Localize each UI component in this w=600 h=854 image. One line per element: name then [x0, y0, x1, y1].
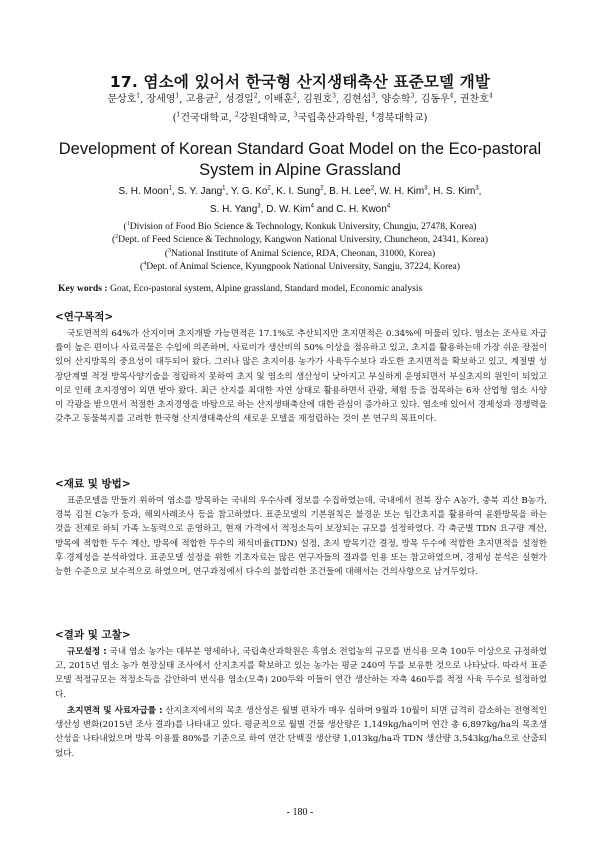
keywords-text: Goat, Eco-pastoral system, Alpine grassland, Standard model, Economic analysis [109, 283, 423, 294]
english-title [0, 139, 600, 181]
purpose-paragraph: 국토면적의 64%가 산지이며 초지개발 가능면적은 17.1%로 추산되지만 초지면적은 0.34%에 머물러 있다. 염소는 조사료 자급률이 높은 편이나 사료곡물은 수입에 의존하며, 사료비가 생산비의 50% 이상을 점유하고 있고, 초지를 활용하는데 가장 쉬운 장점이 있어 산지방목의 중요성이 대두되어 왔다. 그러나 많은 초지이용 농가가 사육두수보다 과도한 초지면적을 확보하고 있고, 계절별 성장단계별 적정 방목사양기술을 정립하지 못하여 초지 및 염소의 생산성이 낮아지고 부실하게 운영되면서 부실초지의 원인이 되었고 이로 인해 초지경영이 외면 받아 왔다. 최근 산지를 최대한 자연 상태로 활용하면서 관광, 체험 등을 접목하는 6차 산업형 염소 사양이 각광을 받으면서 적절한 초지경영을 바탕으로 하는 산지생태축산에 대한 관심이 증가하고 있다. 염소에 있어서 경제성과 경쟁력을 갖추고 동물복지를 고려한 한국형 산지생태축산의 새로운 모델을 재정립하는 것이 본 연구의 목표이다. [55, 329, 547, 425]
author-ko: 이배훈$^2$ [264, 92, 297, 105]
affiliation-line: ($^3$National Institute of Animal Science, RDA, Cheonan, 31000, Korea) [164, 247, 436, 259]
author-ko: 권찬호$^4$ [459, 92, 493, 105]
author-ko: 김현섭$^3$ [342, 92, 376, 105]
korean-affiliations: ($^1$건국대학교, $^2$강원대학교, $^3$국립축산과학원, $^4$경북대학교) [172, 111, 428, 124]
english-title-line: System in Alpine Grassland [199, 161, 401, 179]
author-ko: 문상호$^1$ [107, 92, 141, 105]
results-paragraph-scale: 규모설정 : 국내 염소 농가는 대부분 영세하나, 국립축산과학원은 흑염소 전업농의 규모를 번식용 모축 100두 이상으로 규정하였고, 2015년 염소 농가 현장실태 조사에서 산지초지를 확보하고 있는 농가는 평균 240여 두를 보유한 것으로 나타났다. 따라서 표준모델 적정규모는 적정소득을 감안하여 번식용 염소(모축) 200두와 이들이 연간 생산하는 자축 460두를 적정 사육 두수로 설정하였다. [55, 647, 547, 700]
english-title-line: Development of Korean Standard Goat Model on the Eco-pastoral [58, 140, 542, 158]
section-heading-purpose: <연구목적> [55, 311, 114, 323]
author-ko: 김원호$^3$ [303, 92, 336, 105]
english-author-list [0, 183, 600, 219]
korean-author-list: 문상호$^1$, 장세영$^1$, 고용균$^2$, 성경일$^2$, 이배훈$^2$, 김원호$^3$, 김현섭$^3$, 양승학$^3$, 김동우$^4$, 권찬호$^4$ [107, 92, 493, 105]
author-ko: 고용균$^2$ [185, 92, 219, 105]
korean-title: 17. 염소에 있어서 한국형 산지생태축산 표준모델 개발 [109, 73, 491, 91]
author-ko: 성경일$^2$ [224, 92, 258, 105]
author-line: S. H. Moon$^1$, S. Y. Jang$^1$, Y. G. Ko$^2$, K. I. Sung$^2$, B. H. Lee$^2$, W. H. Kim$^3$, H. S. Kim$^3$, [118, 185, 482, 197]
affiliation-line: ($^1$Division of Food Bio Science & Technology, Konkuk University, Chungju, 27478, Korea) [123, 220, 477, 232]
author-line: S. H. Yang$^3$, D. W. Kim$^4$ and C. H. Kwon$^4$ [209, 203, 391, 215]
keywords [58, 283, 558, 294]
author-ko: 양승학$^3$ [381, 92, 415, 105]
affiliation-line: ($^4$Dept. of Animal Science, Kyungpook National University, Sangju, 37224, Korea) [140, 260, 460, 272]
author-ko: 장세영$^1$ [146, 92, 180, 105]
section-heading-results: <결과 및 고찰> [55, 629, 131, 641]
keywords-label: Key words : [58, 283, 108, 294]
results-paragraph-grassland: 초지면적 및 사료자급률 : 산지초지에서의 목초 생산성은 월별 편차가 매우 심하며 9월과 10월이 되면 급격히 감소하는 전형적인 생산성 변화(2015년 조사 결과)를 나타내고 있다. 평균적으로 월별 건물 생산량은 1,149kg/ha이며 연간 총 6,897kg/ha의 목초생산성을 나타내었으며 방목 이용률 80%를 기준으로 하여 연간 단백질 생산량 1,013kg/ha과 TDN 생산량 3,543kg/ha으로 산출되었다. [55, 706, 548, 759]
methods-paragraph: 표준모델을 만들기 위하여 염소를 방목하는 국내의 우수사례 정보를 수집하였는데, 국내에서 전북 장수 A농가, 충북 괴산 B농가, 경북 김천 C농가 등과, 해외사례조사 등을 참고하였다. 표준모델의 기본원칙은 불경운 또는 임간초지를 활용하여 윤환방목을 하는 것을 전제로 하되 가족 노동력으로 운영하고, 현재 가격에서 적정소득이 보장되는 규모를 설정하였다. 각 축군별 TDN 요구량 계산, 방목에 적합한 두수 계산, 방목에 적합한 두수의 채식비율(TDN) 설정, 초지 방목기간 결정, 방목 두수에 적합한 초지면적을 설정한 후 경제성을 분석하였다. 표준모델 설정을 위한 기초자료는 많은 연구자들의 결과를 인용 또는 참고하였으며, 경제성 분석은 실현가능한 수준으로 보수적으로 하였으며, 연구과정에서 다수의 불합리한 조건들에 대해서는 건의사항으로 남겨두었다. [55, 496, 547, 578]
section-heading-methods: <재료 및 방법> [55, 478, 131, 490]
affiliation-line: ($^2$Dept. of Feed Science & Technology, Kangwon National University, Chuncheon, 24341, Korea) [111, 234, 489, 246]
english-affiliations [0, 220, 600, 273]
page-number: - 180 - [286, 807, 314, 818]
author-ko: 김동우$^4$ [420, 92, 454, 105]
